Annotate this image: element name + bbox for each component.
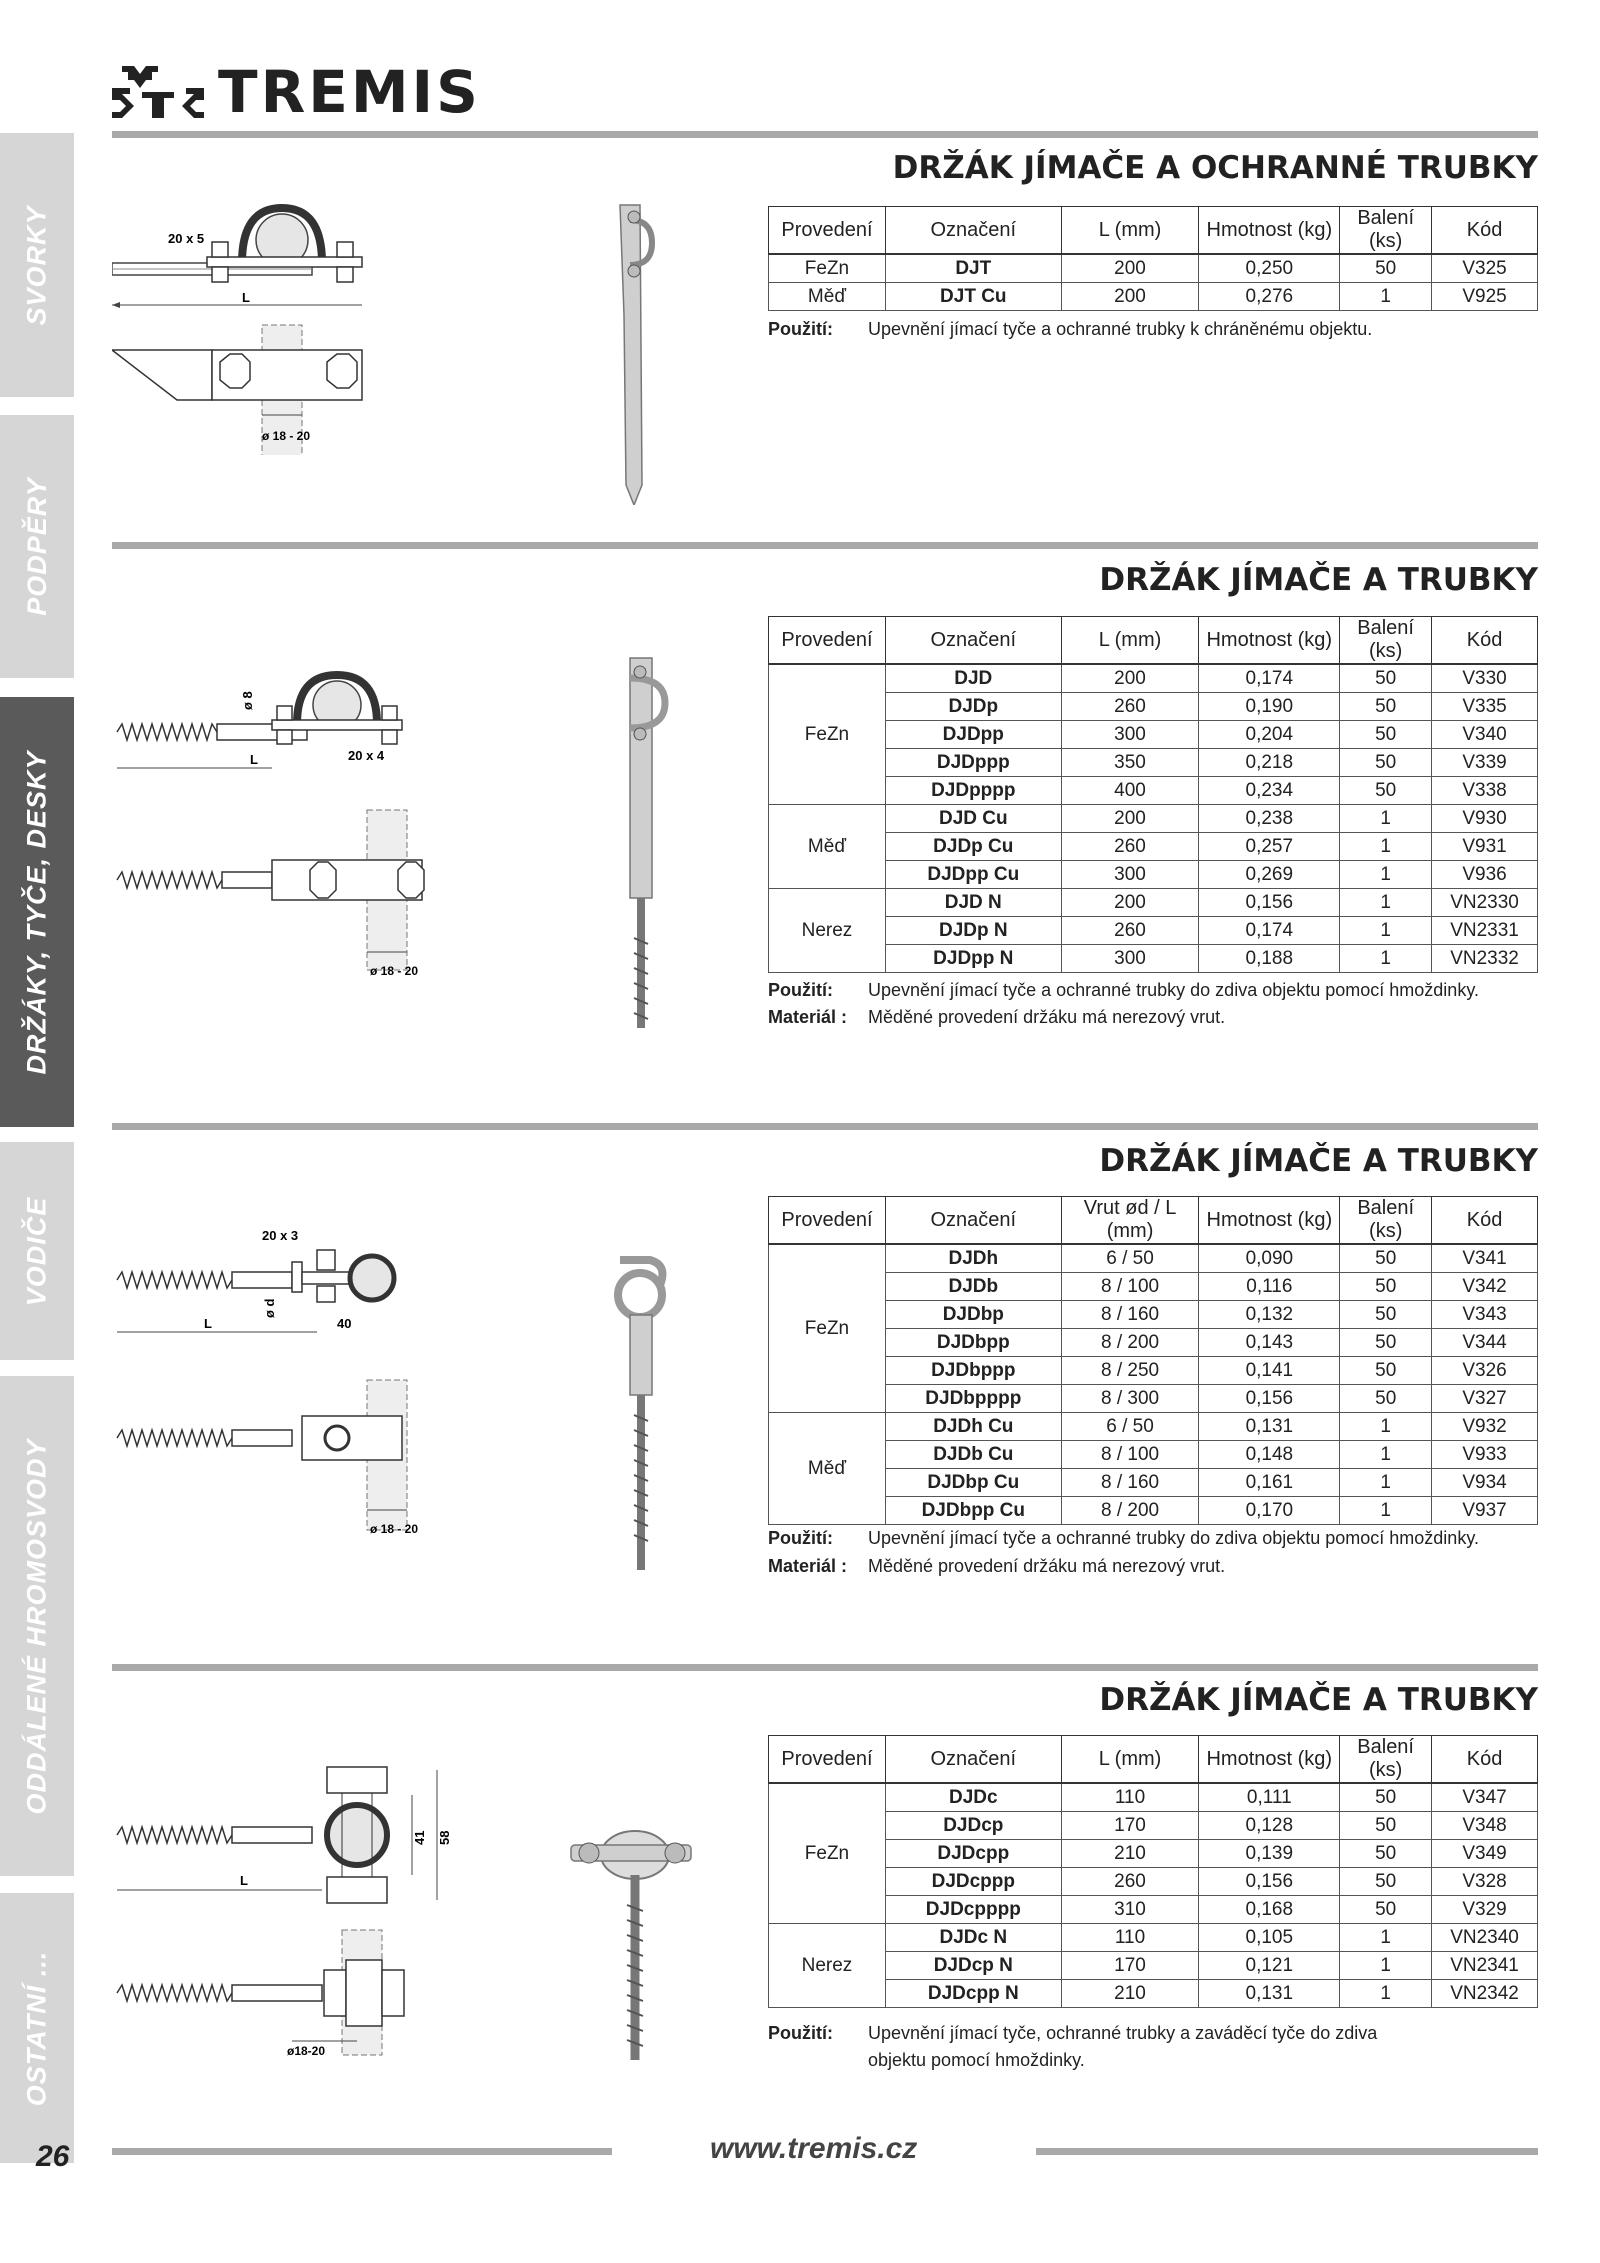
- col-header: Označení: [885, 1736, 1061, 1784]
- table-cell: 110: [1061, 1783, 1199, 1812]
- table-cell: V344: [1432, 1329, 1538, 1357]
- table-cell: V329: [1432, 1896, 1538, 1924]
- col-header: Vrut ød / L (mm): [1061, 1197, 1199, 1245]
- designation-cell: DJDpp Cu: [885, 861, 1061, 889]
- table-cell: 1: [1340, 945, 1432, 973]
- table-cell: 8 / 200: [1061, 1329, 1199, 1357]
- table-cell: 1: [1340, 1497, 1432, 1525]
- table-cell: V348: [1432, 1812, 1538, 1840]
- table-cell: 1: [1340, 833, 1432, 861]
- table-cell: V335: [1432, 693, 1538, 721]
- table-cell: 0,156: [1199, 889, 1340, 917]
- footer-url[interactable]: www.tremis.cz: [710, 2132, 918, 2165]
- col-header: Označení: [885, 207, 1061, 255]
- group-cell: FeZn: [769, 1783, 886, 1924]
- table-cell: 0,269: [1199, 861, 1340, 889]
- designation-cell: DJDh: [885, 1244, 1061, 1273]
- table-cell: 8 / 300: [1061, 1385, 1199, 1413]
- tremis-logo-icon: [112, 62, 204, 122]
- table-cell: 350: [1061, 749, 1199, 777]
- table-cell: V932: [1432, 1413, 1538, 1441]
- sidebar-tab-svorky[interactable]: SVORKY: [0, 133, 74, 397]
- designation-cell: DJDcppp: [885, 1868, 1061, 1896]
- dim-label: L: [242, 290, 250, 305]
- designation-cell: DJDp N: [885, 917, 1061, 945]
- footer-rule-left: [112, 2148, 612, 2155]
- table-cell: 50: [1340, 1896, 1432, 1924]
- table-cell: 200: [1061, 664, 1199, 693]
- table-cell: 0,132: [1199, 1301, 1340, 1329]
- table-cell: 210: [1061, 1840, 1199, 1868]
- table-cell: 8 / 200: [1061, 1497, 1199, 1525]
- sidebar-tab-oddalene-hromosvody[interactable]: ODDÁLENÉ HROMOSVODY: [0, 1376, 74, 1876]
- table-cell: 1: [1340, 1441, 1432, 1469]
- table-cell: 50: [1340, 1357, 1432, 1385]
- table-cell: 50: [1340, 1301, 1432, 1329]
- section-3-table-body: [769, 1244, 1538, 1525]
- table-row: [769, 1244, 1538, 1273]
- table-cell: V931: [1432, 833, 1538, 861]
- dim-label: L: [240, 1873, 248, 1888]
- table-cell: 1: [1340, 805, 1432, 833]
- table-cell: 0,105: [1199, 1924, 1340, 1952]
- section-3-use: Použití: Upevnění jímací tyče a ochranné trubky do zdiva objektu pomocí hmoždinky.: [768, 1528, 1479, 1548]
- header-rule: [112, 131, 1538, 138]
- dim-label: 20 x 3: [262, 1228, 299, 1243]
- designation-cell: DJDbpp Cu: [885, 1497, 1061, 1525]
- table-cell: 50: [1340, 1244, 1432, 1273]
- dim-label: ø 18 - 20: [262, 429, 311, 443]
- col-header: Balení (ks): [1340, 1736, 1432, 1784]
- section-4-use: Použití: Upevnění jímací tyče, ochranné trubky a zaváděcí tyče do zdiva objektu pomocí hmoždinky.: [768, 2023, 1378, 2070]
- table-cell: VN2340: [1432, 1924, 1538, 1952]
- designation-cell: DJD: [885, 664, 1061, 693]
- table-row: FeZn DJT 200 0,250 50 V325: [769, 254, 1538, 283]
- table-cell: 50: [1340, 1783, 1432, 1812]
- designation-cell: DJDbp Cu: [885, 1469, 1061, 1497]
- section-4-product-photo: [565, 1815, 705, 2065]
- table-cell: V338: [1432, 777, 1538, 805]
- section-3-table: [768, 1196, 1538, 1525]
- dim-label: ø 18 - 20: [370, 964, 419, 978]
- brand-name: TREMIS: [218, 58, 481, 126]
- col-header: Balení (ks): [1340, 617, 1432, 665]
- col-header: Hmotnost (kg): [1199, 1197, 1340, 1245]
- table-cell: 0,148: [1199, 1441, 1340, 1469]
- section-1-product-photo: [590, 195, 670, 505]
- table-cell: 260: [1061, 833, 1199, 861]
- group-cell: FeZn: [769, 664, 886, 805]
- designation-cell: DJDb Cu: [885, 1441, 1061, 1469]
- table-cell: 0,218: [1199, 749, 1340, 777]
- designation-cell: DJDc N: [885, 1924, 1061, 1952]
- designation-cell: DJDp: [885, 693, 1061, 721]
- dim-label: 58: [437, 1830, 452, 1845]
- table-cell: VN2332: [1432, 945, 1538, 973]
- table-cell: 0,121: [1199, 1952, 1340, 1980]
- table-row: [769, 805, 1538, 833]
- table-cell: V342: [1432, 1273, 1538, 1301]
- table-cell: VN2330: [1432, 889, 1538, 917]
- designation-cell: DJDbpp: [885, 1329, 1061, 1357]
- dim-label: ø d: [262, 1298, 277, 1318]
- designation-cell: DJDb: [885, 1273, 1061, 1301]
- table-cell: 170: [1061, 1952, 1199, 1980]
- table-cell: V937: [1432, 1497, 1538, 1525]
- designation-cell: DJDpp: [885, 721, 1061, 749]
- section-2-title: DRŽÁK JÍMAČE A TRUBKY: [1099, 562, 1538, 598]
- section-3-title: DRŽÁK JÍMAČE A TRUBKY: [1099, 1143, 1538, 1179]
- table-cell: VN2342: [1432, 1980, 1538, 2008]
- table-cell: V349: [1432, 1840, 1538, 1868]
- table-cell: 6 / 50: [1061, 1244, 1199, 1273]
- table-cell: V341: [1432, 1244, 1538, 1273]
- table-cell: V347: [1432, 1783, 1538, 1812]
- table-cell: 0,234: [1199, 777, 1340, 805]
- designation-cell: DJDpppp: [885, 777, 1061, 805]
- col-header: Kód: [1432, 1736, 1538, 1784]
- table-cell: 0,190: [1199, 693, 1340, 721]
- table-cell: 170: [1061, 1812, 1199, 1840]
- table-cell: 0,131: [1199, 1980, 1340, 2008]
- table-cell: 300: [1061, 721, 1199, 749]
- group-cell: Měď: [769, 805, 886, 889]
- group-cell: Měď: [769, 1413, 886, 1525]
- brand-logo: [112, 60, 481, 124]
- table-cell: V330: [1432, 664, 1538, 693]
- section-1-title: DRŽÁK JÍMAČE A OCHRANNÉ TRUBKY: [892, 150, 1538, 186]
- col-header: Kód: [1432, 617, 1538, 665]
- table-cell: VN2341: [1432, 1952, 1538, 1980]
- table-cell: 50: [1340, 749, 1432, 777]
- table-cell: 1: [1340, 889, 1432, 917]
- table-cell: 260: [1061, 917, 1199, 945]
- table-cell: 200: [1061, 805, 1199, 833]
- section-4-table-body: [769, 1783, 1538, 2008]
- col-header: Balení (ks): [1340, 1197, 1432, 1245]
- table-cell: 50: [1340, 1812, 1432, 1840]
- table-cell: V930: [1432, 805, 1538, 833]
- dim-label: 20 x 4: [348, 748, 385, 763]
- table-cell: 50: [1340, 1868, 1432, 1896]
- col-header: Provedení: [769, 617, 886, 665]
- table-cell: 1: [1340, 861, 1432, 889]
- section-2-table-body: [769, 664, 1538, 973]
- section-4-table: [768, 1735, 1538, 2008]
- table-cell: 50: [1340, 1840, 1432, 1868]
- table-cell: V934: [1432, 1469, 1538, 1497]
- table-cell: 1: [1340, 1924, 1432, 1952]
- table-cell: 200: [1061, 889, 1199, 917]
- table-cell: 0,143: [1199, 1329, 1340, 1357]
- table-cell: 50: [1340, 721, 1432, 749]
- page-number: 26: [36, 2140, 70, 2173]
- table-cell: 0,238: [1199, 805, 1340, 833]
- designation-cell: DJDcp: [885, 1812, 1061, 1840]
- table-cell: 8 / 100: [1061, 1273, 1199, 1301]
- table-cell: V343: [1432, 1301, 1538, 1329]
- table-cell: 0,188: [1199, 945, 1340, 973]
- group-cell: FeZn: [769, 1244, 886, 1413]
- col-header: Kód: [1432, 207, 1538, 255]
- designation-cell: DJDc: [885, 1783, 1061, 1812]
- section-divider: [112, 542, 1538, 549]
- col-header: Provedení: [769, 1197, 886, 1245]
- col-header: Balení (ks): [1340, 207, 1432, 255]
- group-cell: Nerez: [769, 889, 886, 973]
- col-header: Hmotnost (kg): [1199, 617, 1340, 665]
- table-cell: 1: [1340, 1413, 1432, 1441]
- col-header: Označení: [885, 1197, 1061, 1245]
- table-cell: 210: [1061, 1980, 1199, 2008]
- section-3-product-photo: [600, 1240, 680, 1580]
- table-cell: 50: [1340, 1273, 1432, 1301]
- table-cell: 0,170: [1199, 1497, 1340, 1525]
- designation-cell: DJDbppp: [885, 1357, 1061, 1385]
- sidebar-tab-drzaky[interactable]: DRŽÁKY, TYČE, DESKY: [0, 697, 74, 1127]
- table-row: [769, 889, 1538, 917]
- dim-label: ø 18 - 20: [370, 1522, 419, 1536]
- table-cell: V327: [1432, 1385, 1538, 1413]
- table-cell: 300: [1061, 945, 1199, 973]
- table-cell: 0,111: [1199, 1783, 1340, 1812]
- table-cell: 50: [1340, 664, 1432, 693]
- table-row: [769, 1413, 1538, 1441]
- designation-cell: DJDbp: [885, 1301, 1061, 1329]
- table-cell: 8 / 160: [1061, 1469, 1199, 1497]
- table-cell: 0,156: [1199, 1868, 1340, 1896]
- section-2-table: [768, 616, 1538, 973]
- table-cell: V326: [1432, 1357, 1538, 1385]
- table-cell: 260: [1061, 693, 1199, 721]
- section-2-product-photo: [600, 648, 680, 1033]
- designation-cell: DJDbpppp: [885, 1385, 1061, 1413]
- sidebar-tab-podpery[interactable]: PODPĚRY: [0, 415, 74, 678]
- table-cell: 0,090: [1199, 1244, 1340, 1273]
- table-cell: 50: [1340, 693, 1432, 721]
- table-cell: 50: [1340, 777, 1432, 805]
- section-2-material: Materiál : Měděné provedení držáku má nerezový vrut.: [768, 1007, 1226, 1027]
- col-header: Provedení: [769, 1736, 886, 1784]
- sidebar-tab-ostatni[interactable]: OSTATNÍ ...: [0, 1893, 74, 2163]
- table-cell: V933: [1432, 1441, 1538, 1469]
- table-cell: 0,116: [1199, 1273, 1340, 1301]
- designation-cell: DJDh Cu: [885, 1413, 1061, 1441]
- table-cell: 400: [1061, 777, 1199, 805]
- table-cell: 50: [1340, 1329, 1432, 1357]
- designation-cell: DJD N: [885, 889, 1061, 917]
- table-cell: V339: [1432, 749, 1538, 777]
- table-cell: 0,161: [1199, 1469, 1340, 1497]
- dim-label: 20 x 5: [168, 231, 205, 246]
- table-cell: 0,139: [1199, 1840, 1340, 1868]
- col-header: L (mm): [1061, 617, 1199, 665]
- table-cell: 0,174: [1199, 917, 1340, 945]
- section-3-material: Materiál : Měděné provedení držáku má nerezový vrut.: [768, 1556, 1226, 1576]
- table-cell: V340: [1432, 721, 1538, 749]
- dim-label: 41: [412, 1830, 427, 1845]
- table-cell: 1: [1340, 1952, 1432, 1980]
- designation-cell: DJDcp N: [885, 1952, 1061, 1980]
- dim-label: L: [250, 752, 258, 767]
- table-cell: 0,156: [1199, 1385, 1340, 1413]
- table-row: [769, 664, 1538, 693]
- table-cell: V328: [1432, 1868, 1538, 1896]
- table-cell: 0,174: [1199, 664, 1340, 693]
- table-cell: 0,204: [1199, 721, 1340, 749]
- dim-label: L: [204, 1316, 212, 1331]
- table-cell: 8 / 250: [1061, 1357, 1199, 1385]
- designation-cell: DJDppp: [885, 749, 1061, 777]
- table-cell: 260: [1061, 1868, 1199, 1896]
- section-2-drawing: [112, 660, 492, 990]
- dim-label: 40: [337, 1316, 352, 1331]
- table-cell: 0,131: [1199, 1413, 1340, 1441]
- table-row: [769, 1924, 1538, 1952]
- table-cell: 0,128: [1199, 1812, 1340, 1840]
- designation-cell: DJDcpp N: [885, 1980, 1061, 2008]
- section-divider: [112, 1664, 1538, 1671]
- designation-cell: DJDpp N: [885, 945, 1061, 973]
- col-header: Kód: [1432, 1197, 1538, 1245]
- table-cell: 110: [1061, 1924, 1199, 1952]
- designation-cell: DJDp Cu: [885, 833, 1061, 861]
- table-cell: 8 / 100: [1061, 1441, 1199, 1469]
- section-2-use: Použití: Upevnění jímací tyče a ochranné trubky do zdiva objektu pomocí hmoždinky.: [768, 980, 1479, 1000]
- section-1-drawing: [112, 190, 492, 455]
- sidebar-tab-vodice[interactable]: VODIČE: [0, 1142, 74, 1360]
- footer-rule-right: [1036, 2148, 1538, 2155]
- section-4-title: DRŽÁK JÍMAČE A TRUBKY: [1099, 1682, 1538, 1718]
- dim-label: ø 8: [240, 691, 255, 710]
- col-header: L (mm): [1061, 207, 1199, 255]
- table-cell: 0,141: [1199, 1357, 1340, 1385]
- section-1-table: [768, 206, 1538, 311]
- section-1-use: Použití: Upevnění jímací tyče a ochranné trubky k chráněnému objektu.: [768, 319, 1373, 339]
- table-row: [769, 1783, 1538, 1812]
- col-header: Hmotnost (kg): [1199, 1736, 1340, 1784]
- table-cell: 6 / 50: [1061, 1413, 1199, 1441]
- designation-cell: DJD Cu: [885, 805, 1061, 833]
- table-cell: 310: [1061, 1896, 1199, 1924]
- table-cell: 1: [1340, 1469, 1432, 1497]
- table-cell: V936: [1432, 861, 1538, 889]
- section-divider: [112, 1123, 1538, 1130]
- section-4-drawing: [112, 1755, 482, 2065]
- table-cell: 0,257: [1199, 833, 1340, 861]
- table-row: Měď DJT Cu 200 0,276 1 V925: [769, 283, 1538, 311]
- col-header: Provedení: [769, 207, 886, 255]
- table-cell: 1: [1340, 917, 1432, 945]
- col-header: Hmotnost (kg): [1199, 207, 1340, 255]
- table-cell: VN2331: [1432, 917, 1538, 945]
- group-cell: Nerez: [769, 1924, 886, 2008]
- designation-cell: DJDcpp: [885, 1840, 1061, 1868]
- section-3-drawing: [112, 1220, 492, 1550]
- table-cell: 8 / 160: [1061, 1301, 1199, 1329]
- col-header: L (mm): [1061, 1736, 1199, 1784]
- table-cell: 0,168: [1199, 1896, 1340, 1924]
- dim-label: ø18-20: [287, 2044, 326, 2058]
- table-cell: 300: [1061, 861, 1199, 889]
- table-cell: 1: [1340, 1980, 1432, 2008]
- table-cell: 50: [1340, 1385, 1432, 1413]
- col-header: Označení: [885, 617, 1061, 665]
- designation-cell: DJDcpppp: [885, 1896, 1061, 1924]
